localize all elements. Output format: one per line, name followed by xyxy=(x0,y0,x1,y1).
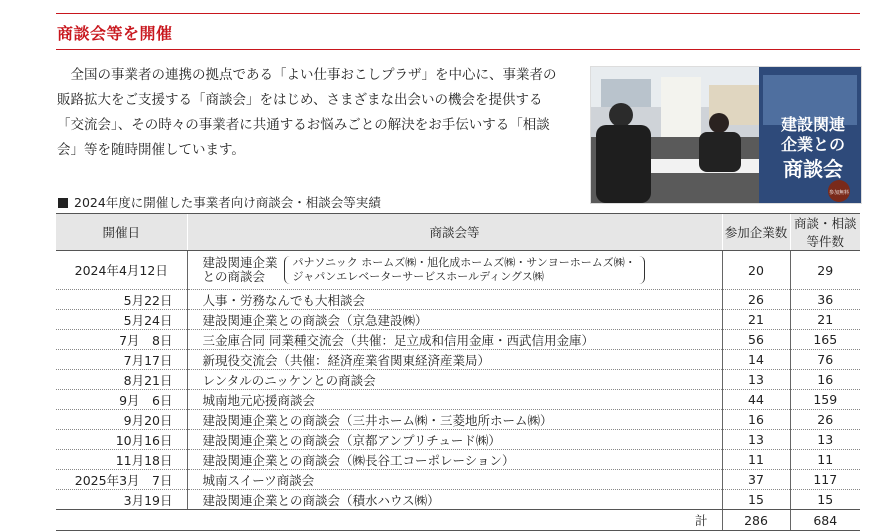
row-participants: 21 xyxy=(722,310,790,330)
row-meetings: 21 xyxy=(790,310,860,330)
square-bullet-icon xyxy=(58,198,68,208)
row-event: 新現役交流会（共催：経済産業省関東経済産業局） xyxy=(187,350,722,370)
row-event: 人事・労務なんでも大相談会 xyxy=(187,290,722,310)
table-header-row xyxy=(56,214,860,251)
row-event: 建設関連企業との商談会（積水ハウス㈱） xyxy=(187,490,722,510)
row-participants: 15 xyxy=(722,490,790,510)
column-header-meetings: 商談・相談等件数 xyxy=(790,214,860,251)
row-event: 建設関連企業との商談会（京急建設㈱） xyxy=(187,310,722,330)
event-lead xyxy=(203,256,278,284)
row-event: レンタルのニッケンとの商談会 xyxy=(187,370,722,390)
table-heading-text: 2024年度に開催した事業者向け商談会・相談会等実績 xyxy=(74,195,381,210)
table-row xyxy=(56,390,860,410)
row-meetings: 11 xyxy=(790,450,860,470)
row-date: 11月18日 xyxy=(56,450,187,470)
event-detail xyxy=(284,256,645,284)
total-participants: 286 xyxy=(722,510,790,531)
row-date: 3月19日 xyxy=(56,490,187,510)
column-header-participants: 参加企業数 xyxy=(722,214,790,251)
row-meetings: 36 xyxy=(790,290,860,310)
row-participants: 37 xyxy=(722,470,790,490)
table-row xyxy=(56,251,860,290)
row-meetings: 165 xyxy=(790,330,860,350)
event-detail-line-2: ジャパンエレベーターサービスホールディングス㈱ xyxy=(292,270,544,283)
table-row xyxy=(56,310,860,330)
row-participants: 44 xyxy=(722,390,790,410)
row-meetings: 13 xyxy=(790,430,860,450)
table-row xyxy=(56,450,860,470)
results-table xyxy=(56,213,860,531)
row-meetings: 15 xyxy=(790,490,860,510)
row-date: 9月20日 xyxy=(56,410,187,430)
table-heading xyxy=(58,193,381,211)
table-row xyxy=(56,430,860,450)
row-participants: 13 xyxy=(722,430,790,450)
table-row xyxy=(56,410,860,430)
table-row xyxy=(56,470,860,490)
row-event: 三金庫合同 同業種交流会（共催：足立成和信用金庫・西武信用金庫） xyxy=(187,330,722,350)
table-row xyxy=(56,330,860,350)
event-lead-line-1: 建設関連企業 xyxy=(202,255,278,270)
event-lead-line-2: との商談会 xyxy=(202,269,266,284)
row-date: 10月16日 xyxy=(56,430,187,450)
intro-paragraph: 全国の事業者の連携の拠点である「よい仕事おこしプラザ」を中心に、事業者の販路拡大をご支援する「商談会」をはじめ、さまざまな出会いの機会を提供する「交流会」、その時々の事業者に共通するお悩みごとの解決をお手伝いする「相談会」等を随時開催しています。 xyxy=(57,67,557,158)
total-meetings: 684 xyxy=(790,510,860,531)
row-date: 5月22日 xyxy=(56,290,187,310)
banner-line-3: 商談会 xyxy=(783,157,843,181)
row-meetings: 16 xyxy=(790,370,860,390)
banner-line-2: 企業との xyxy=(780,135,846,154)
event-detail-line-1: パナソニック ホームズ㈱・旭化成ホームズ㈱・サンヨーホームズ㈱・ xyxy=(292,256,636,269)
row-event xyxy=(187,251,722,290)
section-title: 商談会等を開催 xyxy=(57,24,173,43)
intro-text xyxy=(57,63,567,163)
banner-line-1: 建設関連 xyxy=(780,115,846,134)
multi-event xyxy=(203,256,722,284)
total-row xyxy=(56,510,860,531)
row-event: 建設関連企業との商談会（三井ホーム㈱・三菱地所ホーム㈱） xyxy=(187,410,722,430)
row-participants: 26 xyxy=(722,290,790,310)
row-date: 8月21日 xyxy=(56,370,187,390)
total-label: 計 xyxy=(56,510,722,531)
row-participants: 11 xyxy=(722,450,790,470)
row-event: 建設関連企業との商談会（㈱長谷工コーポレーション） xyxy=(187,450,722,470)
column-header-event: 商談会等 xyxy=(187,214,722,251)
row-meetings: 76 xyxy=(790,350,860,370)
row-participants: 13 xyxy=(722,370,790,390)
row-meetings: 117 xyxy=(790,470,860,490)
title-underline xyxy=(56,49,860,50)
table-row xyxy=(56,290,860,310)
row-date: 9月 6日 xyxy=(56,390,187,410)
event-photo xyxy=(590,66,862,204)
row-date: 7月 8日 xyxy=(56,330,187,350)
row-meetings: 159 xyxy=(790,390,860,410)
row-event: 城南地元応援商談会 xyxy=(187,390,722,410)
table-row xyxy=(56,350,860,370)
row-participants: 20 xyxy=(722,251,790,290)
banner-badge: 参加無料 xyxy=(828,190,850,196)
row-date: 7月17日 xyxy=(56,350,187,370)
event-photo-illustration xyxy=(591,67,861,203)
top-rule xyxy=(56,13,860,14)
row-participants: 16 xyxy=(722,410,790,430)
column-header-date: 開催日 xyxy=(56,214,187,251)
row-participants: 14 xyxy=(722,350,790,370)
row-date: 2024年4月12日 xyxy=(56,251,187,290)
table-row xyxy=(56,370,860,390)
row-date: 5月24日 xyxy=(56,310,187,330)
row-participants: 56 xyxy=(722,330,790,350)
table-row xyxy=(56,490,860,510)
row-date: 2025年3月 7日 xyxy=(56,470,187,490)
row-meetings: 26 xyxy=(790,410,860,430)
row-meetings: 29 xyxy=(790,251,860,290)
row-event: 建設関連企業との商談会（京都アンプリチュード㈱） xyxy=(187,430,722,450)
row-event: 城南スイーツ商談会 xyxy=(187,470,722,490)
